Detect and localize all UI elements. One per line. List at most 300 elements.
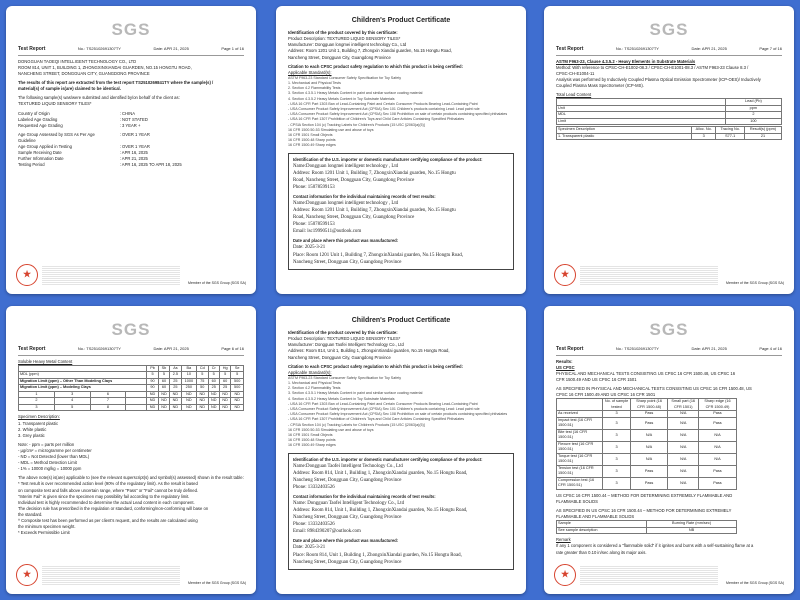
method-line-1: Method: With reference to CPSC-CH-E1002-08.3 / CPSC-CH-E1001-08.3 / ASTM F963-23 Clause 8.3 / bbox=[556, 64, 749, 70]
certificate-page-2 bbox=[276, 306, 526, 594]
table-cell: 60 bbox=[219, 378, 230, 385]
table-header: Cr bbox=[208, 365, 219, 372]
applicable-standards: Applicable Standard(s): bbox=[288, 69, 332, 75]
regulation-item: - USA 16 CFR Part 1303 Ban of Lead-Containing Paint and Certain Consumer Products Bearing Lead-Containing Paint bbox=[288, 101, 478, 106]
contact-address-2: Nancheng Street, Dongguan City, Guangdong Province bbox=[293, 515, 402, 521]
table-cell: N/A bbox=[668, 441, 699, 453]
report-header bbox=[556, 346, 782, 356]
table-cell: 25 bbox=[219, 385, 230, 392]
table-cell: Pass bbox=[699, 477, 737, 489]
table-cell: ND bbox=[219, 391, 230, 398]
remark-title: Remark bbox=[556, 537, 571, 543]
field-label: Age Group Assessed by SGS As Per Age bbox=[18, 131, 95, 137]
regulation-item: 16 CFR 1500.49 Sharp edges bbox=[288, 443, 336, 448]
regulation-item: 3. Section 4.3.5.1 Heavy Metals Content in paint and similar surface coating material bbox=[288, 391, 423, 396]
report-footer bbox=[554, 560, 784, 586]
table-cell: Pass bbox=[699, 465, 737, 477]
manufacture-date: Date: 2025-3-21 bbox=[293, 245, 326, 251]
regulation-item: ASTM F963-23 Standard Consumer Safety Specification for Toy Safety bbox=[288, 75, 401, 80]
member-note: Member of the SGS Group (SGS SA) bbox=[188, 580, 246, 585]
field-value: : APR 21, 2025 bbox=[119, 156, 148, 162]
regulation-item: ASTM F963-23 Standard Consumer Safety Specification for Toy Safety bbox=[288, 375, 401, 380]
table-cell: 25 bbox=[208, 385, 219, 392]
manufacturer-address-1: Address: Room 814, Unit 1, Building 1, ZhongxinXiandai guarden, No.15 Hongtu Road, bbox=[288, 348, 450, 354]
table-cell: 100 bbox=[725, 118, 781, 125]
regulation-item: 4. Section 4.3.5.2 Heavy Metals Content in Toy Substrate Materials bbox=[288, 96, 395, 101]
table-row bbox=[557, 527, 737, 534]
table-cell: Pass bbox=[630, 411, 667, 418]
sample-name: TEXTURED LIQUID SENSORY TILES* bbox=[18, 101, 92, 107]
table-cell: ND bbox=[219, 398, 230, 405]
seal-icon: ★ bbox=[16, 264, 38, 286]
table-cell bbox=[126, 404, 147, 411]
table-cell: 3 bbox=[603, 429, 631, 441]
seal-icon: ★ bbox=[554, 564, 576, 586]
regulation-item: 4. Section 4.3.5.2 Heavy Metals Content in Toy Substrate Materials bbox=[288, 396, 395, 401]
manufacturer: Manufacturer: Dongguan longmei intelligent technology Co., Ltd bbox=[288, 42, 407, 48]
sgs-logo: SGS bbox=[111, 20, 151, 39]
specimen-item: 2. White plastic bbox=[18, 426, 47, 432]
specified-line-2: CPSC 16 CFR 1500.49 AND US CPSC 16 CFR 1501 bbox=[556, 392, 656, 398]
regulation-item: - CPSIA Section 104 (c) Tracking Labels for Children's Products [15 USC §2063(a)(5)] bbox=[288, 422, 425, 427]
remark-line-2: rate greater than 0.10 in/sec along its major axis. bbox=[556, 549, 647, 555]
table-cell: 5 bbox=[158, 372, 169, 379]
importer-name: Name:Dongguan Taofei Intelligent Technology Co., Ltd bbox=[293, 463, 403, 469]
date-place-header: Date and place where this product was manufactured: bbox=[293, 538, 399, 544]
table-cell: 3 bbox=[19, 404, 55, 411]
table-cell: N/A bbox=[630, 441, 667, 453]
flammability-line-2: FLAMMABLE SOLIDS bbox=[556, 499, 598, 505]
note-line: * Exceeds Permissible Limit bbox=[18, 530, 70, 536]
contact-name: Name: Dongguan Taofei Intelligent Technology Co., Ltd bbox=[293, 500, 405, 506]
table-cell: 90 bbox=[147, 378, 158, 385]
table-cell: ND bbox=[158, 398, 169, 405]
flammability-line-4: FLAMMABLE AND FLAMMABLE SOLIDS bbox=[556, 514, 635, 520]
tests-line-2: CFR 1500.49 AND US CPSC 16 CFR 1501 bbox=[556, 377, 637, 383]
table-cell: Flexure test (16 CFR 1500.51) bbox=[557, 441, 603, 453]
table-cell: 250 bbox=[181, 385, 196, 392]
manufacturer-address-2: Nancheng Street, Dongguan City, Guangdong Province bbox=[288, 354, 391, 360]
importer-address-1: Address: Room 814, Unit 1, Building 1, ZhongxinXiandai guarden, No.15 Hongtu Road, bbox=[293, 470, 468, 476]
method-line-3: Analysis was performed by Inductively Coupled Plasma Optical Emission Spectrometer (ICP-OES)/ Inductively bbox=[556, 77, 761, 83]
table-cell: Pass bbox=[699, 411, 737, 418]
report-title: Test Report bbox=[556, 45, 584, 52]
report-number: No.: TS25102691307TY bbox=[77, 345, 121, 351]
importer-header: Identification of the U.S. importer or domestic manufacturer certifying compliance of the product: bbox=[293, 156, 483, 162]
member-note: Member of the SGS Group (SGS SA) bbox=[726, 580, 784, 585]
table-cell: NB bbox=[647, 527, 736, 534]
report-date: Date: APR 21, 2025 bbox=[691, 345, 727, 351]
regulation-item: 3. Section 4.3.5.1 Heavy Metals Content in paint and similar surface coating material bbox=[288, 91, 423, 96]
report-page-6 bbox=[6, 306, 256, 594]
regulation-item: 2. Section 4.2 Flammability Tests bbox=[288, 86, 341, 91]
contact-name: Name:Dongguan longmei intelligent technology , Ltd bbox=[293, 200, 399, 206]
field-label: Further Information Date bbox=[18, 156, 64, 162]
table-cell: Limit bbox=[557, 118, 726, 125]
table-header: Lead (Pb) bbox=[725, 99, 781, 106]
table-cell: N/A bbox=[630, 429, 667, 441]
table-cell: ND bbox=[147, 391, 158, 398]
table-cell: 60 bbox=[158, 385, 169, 392]
contact-phone: Phone: 13332403526 bbox=[293, 522, 335, 528]
table-cell: S77-1 bbox=[716, 133, 745, 140]
report-header bbox=[18, 46, 244, 56]
date-place-header: Date and place where this product was manufactured: bbox=[293, 238, 399, 244]
table-header: Specimen Description bbox=[557, 127, 692, 134]
table-cell: 5 bbox=[147, 372, 158, 379]
note-line: - MDL = Method Detection Limit bbox=[18, 460, 77, 466]
table-row bbox=[557, 477, 737, 489]
table-row bbox=[557, 441, 737, 453]
table-cell: 500 bbox=[231, 378, 244, 385]
importer-phone: Phone: 13332403526 bbox=[293, 484, 335, 490]
table-header: Sample bbox=[557, 521, 647, 528]
table-cell: ND bbox=[181, 391, 196, 398]
heavy-metal-table bbox=[18, 365, 244, 412]
table-header: No. of sample tested bbox=[603, 399, 631, 411]
table-cell: 500 bbox=[231, 385, 244, 392]
table-cell: 2 bbox=[19, 398, 55, 405]
flammability-line-3: AS SPECIFIED IN US CPSC 16 CFR 1500.44 – METHOD FOR DETERMINING EXTREMELY bbox=[556, 508, 732, 514]
contact-phone: Phone: 15078599153 bbox=[293, 222, 335, 228]
table-cell: ND bbox=[197, 398, 208, 405]
client-name: DONGGUAN TAOEQI INTELLIGENT TECHNOLOGY CO., LTD bbox=[18, 58, 137, 64]
report-title: Test Report bbox=[556, 345, 584, 352]
table-cell: ND bbox=[208, 391, 219, 398]
importer-phone: Phone: 15078599153 bbox=[293, 184, 335, 190]
table-cell: Migration Limit (ppm) – Other Than Modeling Clays bbox=[19, 378, 147, 385]
flammability-line-1: US CPSC 16 CFR 1500.44 – METHOD FOR DETERMINING EXTREMELY FLAMMABLE AND bbox=[556, 492, 733, 498]
table-cell: N/A bbox=[630, 453, 667, 465]
table-cell: 1000 bbox=[181, 378, 196, 385]
note-line: - ND = Not Detected (lower than MDL) bbox=[18, 454, 90, 460]
table-cell: 25 bbox=[170, 378, 181, 385]
table-header: As bbox=[170, 365, 181, 372]
contact-header: Contact information for the individual maintaining records of test results: bbox=[293, 194, 436, 199]
table-cell: ND bbox=[158, 391, 169, 398]
table-cell: ND bbox=[208, 404, 219, 411]
table-cell: 2 bbox=[725, 112, 781, 119]
table-cell: 50 bbox=[197, 385, 208, 392]
table-cell: ND bbox=[147, 398, 158, 405]
contact-email: Email: lsc19990511@outlook.com bbox=[293, 229, 362, 235]
contact-address-2: Road, Nancheng Street, Dongguan City, Guangdong Province bbox=[293, 215, 415, 221]
report-header bbox=[18, 346, 244, 356]
table-cell: Compression test (16 CFR 1500.51) bbox=[557, 477, 603, 489]
note-line: * Test result is over recommended action level (90% of the regulatory limit). As the result is based bbox=[18, 481, 198, 487]
table-cell: 1 bbox=[19, 391, 55, 398]
table-cell: ND bbox=[231, 398, 244, 405]
field-value: : 3 YEAR + bbox=[119, 122, 141, 128]
table-cell: N/A bbox=[668, 453, 699, 465]
table-cell: N/A bbox=[668, 477, 699, 489]
report-page-7 bbox=[544, 6, 794, 294]
table-cell: ND bbox=[219, 404, 230, 411]
report-title: Test Report bbox=[18, 345, 46, 352]
importer-address-2: Nancheng Street, Dongguan City, Guangdong Province bbox=[293, 477, 402, 483]
field-label: Sample Receiving Date bbox=[18, 150, 62, 156]
contact-address-1: Address: Room 814, Unit 1, Building 1, ZhongxinXiandai guarden, No.15 Hongtu Road, bbox=[293, 508, 468, 514]
table-cell: N/A bbox=[668, 429, 699, 441]
table-cell: 7 bbox=[90, 398, 126, 405]
id-header: Identification of the product covered by this certificate: bbox=[288, 330, 398, 336]
specimen-item: 3. Grey plastic bbox=[18, 432, 45, 438]
regulation-item: 16 CFR 1501 Small Objects bbox=[288, 433, 333, 438]
note-line: "Interim Fail" is given since the specimen may possibility fail according to the regulatory limit. bbox=[18, 493, 190, 499]
manufacturer-address-2: Nancheng Street, Dongguan City, Guangdong Province bbox=[288, 54, 391, 60]
regulation-item: 2. Section 4.2 Flammability Tests bbox=[288, 386, 341, 391]
sgs-logo: SGS bbox=[111, 320, 151, 339]
regulation-item: 16 CFR 1500.50-53 Simulating use and abuse of toys bbox=[288, 427, 374, 432]
report-title: Test Report bbox=[18, 45, 46, 52]
table-cell: 8 bbox=[90, 404, 126, 411]
regulation-list bbox=[288, 76, 514, 149]
table-cell: ppm bbox=[725, 105, 781, 112]
table-cell: ND bbox=[147, 404, 158, 411]
table-cell: As received bbox=[557, 411, 603, 418]
lead-result-table bbox=[556, 126, 782, 140]
table-cell: MDL (ppm) bbox=[19, 372, 147, 379]
fine-print bbox=[42, 266, 180, 286]
table-cell: 3 bbox=[603, 465, 631, 477]
table-cell: See sample description bbox=[557, 527, 647, 534]
table-cell: 5 bbox=[208, 372, 219, 379]
regulation-item: - USA Consumer Product Safety Improvement Act (CPSIA) Sec 101 Children's products containing Lead: Lead paint rule bbox=[288, 107, 480, 112]
table-header: Small part (16 CFR 1501) bbox=[668, 399, 699, 411]
specimen-desc-title: Specimen Description: bbox=[18, 414, 60, 420]
table-cell: ND bbox=[231, 404, 244, 411]
table-row bbox=[557, 417, 737, 429]
note-line: the standard. bbox=[18, 511, 43, 517]
table-cell: 3 bbox=[603, 477, 631, 489]
importer-name: Name:Dongguan longmei intelligent technology , Ltd bbox=[293, 163, 399, 169]
importer-address-2: Road, Nancheng Street, Dongguan City, Guangdong Province bbox=[293, 177, 415, 183]
regulation-item: 16 CFR 1501 Small Objects bbox=[288, 133, 333, 138]
regulation-list bbox=[288, 376, 514, 449]
product-description: Product Description: TEXTURED LIQUID SENSORY TILES* bbox=[288, 36, 401, 42]
report-header bbox=[556, 46, 782, 56]
table-cell: 25 bbox=[170, 385, 181, 392]
note-line: ^ Composite test has been performed as per client's request, and the results are calculated using bbox=[18, 517, 198, 523]
table-cell: 3 bbox=[603, 411, 631, 418]
note-line: Note: - ppm = parts per million bbox=[18, 441, 75, 447]
us-cpsc-label: US CPSC bbox=[556, 364, 575, 370]
note-line: - 1% = 10000 mg/kg = 10000 ppm bbox=[18, 466, 82, 472]
table-cell: Unit bbox=[557, 105, 726, 112]
certificate-title: Children's Product Certificate bbox=[351, 317, 451, 324]
manufacture-place-1: Place: Room 814, Unit 1, Building 1, ZhongxinXiandai guarden, No.15 Hongtu Road, bbox=[293, 552, 462, 558]
page-number: Page 4 of 16 bbox=[759, 345, 782, 351]
table-cell: 5 bbox=[219, 372, 230, 379]
field-label: Requested Age Grading bbox=[18, 122, 63, 128]
certificate-title: Children's Product Certificate bbox=[351, 17, 451, 24]
field-value: : APR 16, 2025 TO APR 18, 2025 bbox=[119, 162, 182, 168]
manufacture-place-2: Nancheng Street, Dongguan City, Guangdong Province bbox=[293, 559, 402, 565]
field-value: : OVER 1 YEAR bbox=[119, 144, 150, 150]
applicable-standards: Applicable Standard(s): bbox=[288, 369, 332, 375]
table-header: Se bbox=[231, 365, 244, 372]
note-line: the minimum specimen weight. bbox=[18, 524, 76, 530]
table-cell: 3 bbox=[692, 133, 716, 140]
regulation-item: - USA 16 CFR Part 1303 Ban of Lead-Containing Paint and Certain Consumer Products Bearing Lead-Containing Paint bbox=[288, 401, 478, 406]
table-header: Burning Rate (mm/sec) bbox=[647, 521, 736, 528]
table-row bbox=[557, 429, 737, 441]
product-description: Product Description: TEXTURED LIQUID SENSORY TILES* bbox=[288, 336, 401, 342]
section-title: ASTM F963-23, Clause 4.3.5.2 - Heavy Elements in Substrate Materials bbox=[556, 58, 696, 64]
table-header: Alloc. No. bbox=[692, 127, 716, 134]
seal-icon: ★ bbox=[16, 564, 38, 586]
table-cell: 5 bbox=[197, 372, 208, 379]
method-line-2: CPSC-CH-E1004-11 bbox=[556, 71, 595, 77]
table-cell: 10 bbox=[181, 372, 196, 379]
table-cell: Pass bbox=[630, 477, 667, 489]
report-number: No.: TS25102691307TY bbox=[615, 45, 659, 51]
table-cell: 6 bbox=[90, 391, 126, 398]
table-cell: 90 bbox=[147, 385, 158, 392]
field-value: : APR 16, 2025 bbox=[119, 150, 148, 156]
note-line: on composite test and falls above uncertain range, where "Pass" or "Fail" cannot be truly defined. bbox=[18, 487, 199, 493]
regulation-item: - USA 16 CFR Part 1307 Prohibition of Children's Toys and Child Care Articles Containing Specified Phthalates bbox=[288, 417, 465, 422]
table-header: Tracing No. bbox=[716, 127, 745, 134]
table-cell: Impact test (16 CFR 1500.51) bbox=[557, 417, 603, 429]
table-header bbox=[557, 399, 603, 411]
mechanical-results-table bbox=[556, 398, 737, 490]
fine-print bbox=[580, 266, 718, 286]
report-footer bbox=[16, 260, 246, 286]
importer-box bbox=[288, 453, 514, 570]
table-header: Hg bbox=[219, 365, 230, 372]
table-cell: 3 bbox=[54, 391, 90, 398]
regulation-item: 1. Mechanical and Physical Tests bbox=[288, 381, 341, 385]
table-cell: Pass bbox=[630, 465, 667, 477]
report-page-4 bbox=[544, 306, 794, 594]
table-cell: ND bbox=[170, 398, 181, 405]
table-cell: ND bbox=[170, 404, 181, 411]
page-number: Page 1 of 16 bbox=[221, 45, 244, 51]
specimen-item: 1. Transparent plastic bbox=[18, 420, 59, 426]
table-cell: ND bbox=[170, 391, 181, 398]
table-cell: ND bbox=[208, 398, 219, 405]
table-row bbox=[557, 118, 782, 125]
table-cell: Tension test (16 CFR 1500.51) bbox=[557, 465, 603, 477]
regulation-item: 16 CFR 1500.49 Sharp edges bbox=[288, 143, 336, 148]
field-value: : OVER 1 YEAR bbox=[119, 131, 150, 137]
regulation-item: - CPSIA Section 104 (c) Tracking Labels for Children's Products [15 USC §2063(a)(5)] bbox=[288, 122, 425, 127]
table-cell: 3 bbox=[603, 453, 631, 465]
table-cell: 1. Transparent plastic bbox=[557, 133, 692, 140]
report-date: Date: APR 21, 2025 bbox=[153, 45, 189, 51]
table-cell: N/A bbox=[668, 465, 699, 477]
table-cell: N/A bbox=[699, 429, 737, 441]
regulation-item: 1. Mechanical and Physical Tests bbox=[288, 81, 341, 85]
table-header: Sb bbox=[158, 365, 169, 372]
table-row bbox=[557, 453, 737, 465]
report-footer bbox=[554, 260, 784, 286]
report-footer bbox=[16, 560, 246, 586]
table-cell: ND bbox=[197, 404, 208, 411]
field-label: Labeled Age Grading bbox=[18, 116, 58, 122]
regulation-item: - USA Consumer Product Safety Improvement Act (CPSIA) Sec 108 Prohibition on sale of certain products containing specified phthalates bbox=[288, 112, 508, 117]
sgs-logo: SGS bbox=[649, 20, 689, 39]
remark-line-1: If any 1 component is considered a "flammable solid" if it ignites and burns with a self-sustaining flame at a bbox=[556, 543, 754, 549]
table-cell: ND bbox=[181, 398, 196, 405]
table-cell: 3 bbox=[603, 417, 631, 429]
member-note: Member of the SGS Group (SGS SA) bbox=[726, 280, 784, 285]
contact-address-1: Address: Room 1201 Unit 1, Building 7, ZhongxinXiandai guarden, No.15 Hongtu bbox=[293, 208, 456, 214]
method-line-4: Coupled Plasma Mass Spectrometer (ICP-MS). bbox=[556, 83, 644, 89]
citation-header: Citation to each CPSC product safety regulation to which this product is being certified: bbox=[288, 63, 463, 69]
table-cell: ND bbox=[231, 391, 244, 398]
table-row bbox=[557, 465, 737, 477]
report-date: Date: APR 21, 2025 bbox=[691, 45, 727, 51]
table-cell: 21 bbox=[744, 133, 781, 140]
regulation-item: - USA Consumer Product Safety Improvement Act (CPSIA) Sec 101 Children's products containing Lead: Lead paint rule bbox=[288, 407, 480, 412]
table-header: Ba bbox=[181, 365, 196, 372]
table-cell: 60 bbox=[208, 378, 219, 385]
id-header: Identification of the product covered by this certificate: bbox=[288, 30, 398, 36]
regulation-item: - USA Consumer Product Safety Improvement Act (CPSIA) Sec 108 Prohibition on sale of certain products containing specified phthalates bbox=[288, 412, 508, 417]
table-cell: 5 bbox=[231, 372, 244, 379]
table-cell: Bite test (16 CFR 1500.51) bbox=[557, 429, 603, 441]
page-number: Page 6 of 16 bbox=[221, 345, 244, 351]
table-subtitle: Soluble Heavy Metal Content bbox=[18, 358, 73, 364]
note-line: The decision rule has prescribed in the regulation or standard, conforming/non-conforming will base on bbox=[18, 505, 209, 511]
table-cell: 75 bbox=[197, 378, 208, 385]
table-cell: 60 bbox=[158, 378, 169, 385]
report-number: No.: TS25102691307TY bbox=[615, 345, 659, 351]
sample-note: The following sample(s) was/were submitted and identified by/on behalf of the client as: bbox=[18, 95, 180, 101]
client-address-line-2: NANCHENG STREET, DONGGUAN CITY, GUANGDONG PROVINCE bbox=[18, 71, 150, 77]
regulation-item: 16 CFR 1500.50-53 Simulating use and abuse of toys bbox=[288, 127, 374, 132]
table-header: Sharp point (16 CFR 1500.48) bbox=[630, 399, 667, 411]
report-number: No.: TS25102691307TY bbox=[77, 45, 121, 51]
manufacture-place-1: Place: Room 1201 Unit 1, Building 7, ZhongxinXiandai guarden, No.15 Hongtu Road, bbox=[293, 252, 464, 258]
page-number: Page 7 of 16 bbox=[759, 45, 782, 51]
extract-note-1: The results of this report are extracted from the test report TS2510269841TY where the sample(s) / bbox=[18, 80, 214, 86]
sgs-logo: SGS bbox=[649, 320, 689, 339]
extract-note-2: material(s) of sample is(are) claimed to be identical. bbox=[18, 86, 121, 92]
note-line: Individual test is highly recommended to determine the actual Lead content in each component. bbox=[18, 499, 195, 505]
age-fields bbox=[18, 132, 244, 169]
report-date: Date: APR 21, 2025 bbox=[153, 345, 189, 351]
table-cell: Migration Limit (ppm) – Modeling Clays bbox=[19, 385, 147, 392]
field-label: Testing Period bbox=[18, 162, 45, 168]
field-value: : CHINA bbox=[119, 110, 136, 116]
results-label: Results: bbox=[556, 358, 573, 364]
fine-print bbox=[580, 566, 718, 586]
regulation-item: 16 CFR 1500.48 Sharp points bbox=[288, 138, 336, 143]
table-cell: Torque test (16 CFR 1500.51) bbox=[557, 453, 603, 465]
table-cell: N/A bbox=[699, 453, 737, 465]
importer-address-1: Address: Room 1201 Unit 1, Building 7, ZhongxinXiandai guarden, No.15 Hongtu bbox=[293, 170, 456, 176]
contact-header: Contact information for the individual maintaining records of test results: bbox=[293, 494, 436, 499]
tests-line-1: PHYSICAL AND MECHANICAL TESTS CONSISTING US CPSC 16 CFR 1500.48, US CPSC 16 bbox=[556, 371, 736, 377]
note-line: - µg/cm² = microgramme per centimeter bbox=[18, 447, 92, 453]
note-line: The above note(s) is(are) applicable to (see the relevant superscript(s) and symbol(s) assessed) shown in the result table: bbox=[18, 475, 244, 481]
flammability-table bbox=[556, 520, 737, 534]
table-cell: N/A bbox=[668, 411, 699, 418]
table-cell: 2.5 bbox=[170, 372, 181, 379]
table-cell: 3 bbox=[603, 441, 631, 453]
table-header: Cd bbox=[197, 365, 208, 372]
table-cell: Pass bbox=[699, 417, 737, 429]
table-header: Result(s) (ppm) bbox=[744, 127, 781, 134]
table-cell: Pass bbox=[630, 417, 667, 429]
table-subtitle: Total Lead Content bbox=[556, 92, 592, 98]
table-row bbox=[557, 133, 782, 140]
table-cell: MDL bbox=[557, 112, 726, 119]
manufacturer-address-1: Address: Room 1201 Unit 1, Building 7, Zhongxin Xiandai guarden, No.15 Hongtu Road, bbox=[288, 48, 452, 54]
